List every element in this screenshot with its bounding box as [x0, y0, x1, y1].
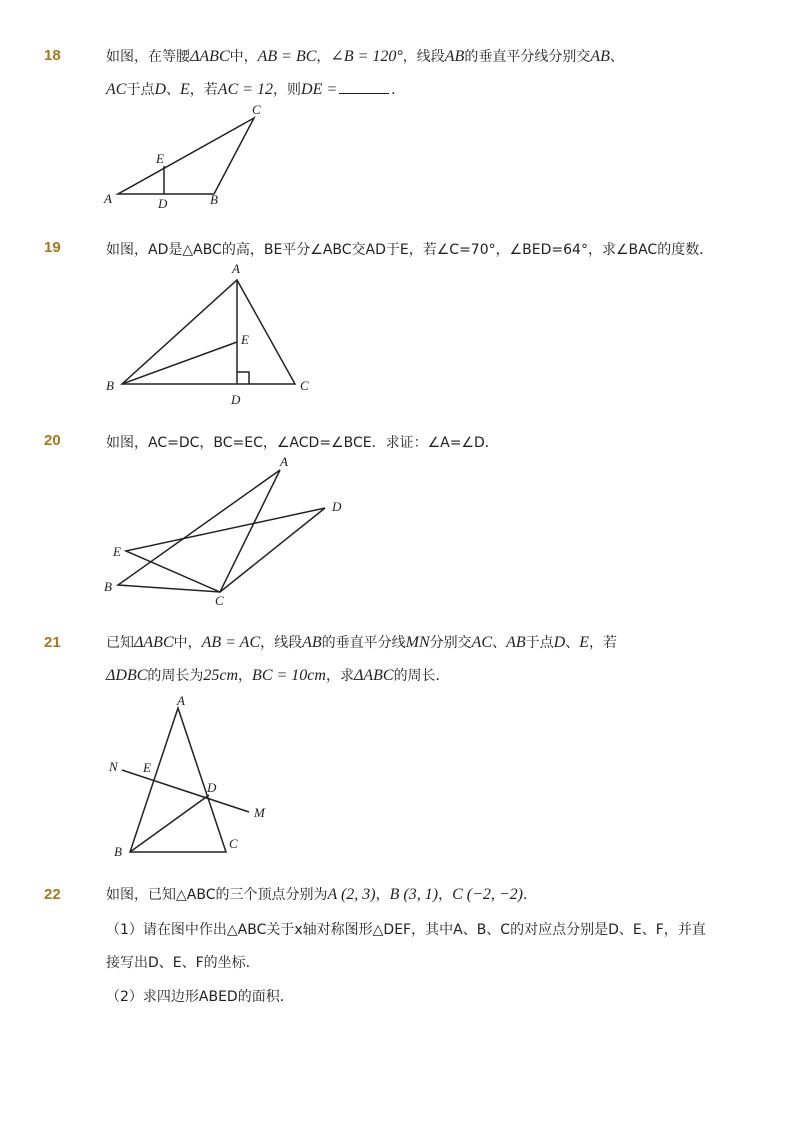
q19-label-d: D [231, 392, 241, 407]
q21-label-e: E [143, 760, 151, 775]
q20-label-d: D [332, 499, 342, 514]
q21-line-mn [122, 770, 249, 812]
q22-part-2: （2）求四边形ABED的面积． [106, 989, 294, 1005]
q22-part-1-line-2: 接写出D、E、F的坐标． [106, 955, 260, 971]
q21-label-d: D [207, 780, 217, 795]
q20-text: 如图，AC=DC，BC=EC，∠ACD=∠BCE．求证：∠A=∠D． [106, 435, 499, 451]
q21-label-a: A [177, 693, 185, 708]
q20-label-e: E [113, 544, 121, 559]
q18-label-d: D [158, 196, 168, 211]
q18-line-2: AC于点D、E，若AC = 12，则DE = ． [106, 81, 406, 98]
q21-label-c: C [229, 836, 238, 851]
question-number-19: 19 [44, 239, 61, 256]
question-number-22: 22 [44, 886, 61, 903]
question-number-21: 21 [44, 634, 61, 651]
q18-label-a: A [104, 191, 112, 206]
q22-line-1: 如图，已知△ABC的三个顶点分别为A (2, 3)，B (3, 1)，C (−2, −2)． [106, 886, 537, 903]
q18-label-c: C [252, 102, 261, 117]
q19-label-e: E [241, 332, 249, 347]
q18-label-e: E [156, 151, 164, 166]
q18-label-b: B [210, 192, 218, 207]
q20-label-b: B [104, 579, 112, 594]
question-number-20: 20 [44, 432, 61, 449]
q19-label-a: A [232, 261, 240, 276]
q21-line-1: 已知ΔABC中，AB = AC，线段AB的垂直平分线MN分别交AC、AB于点D、E，若 [106, 634, 617, 651]
q21-line-2: ΔDBC的周长为25cm，BC = 10cm，求ΔABC的周长． [106, 667, 450, 684]
q21-segment-bd [130, 795, 209, 852]
q21-label-m: M [254, 805, 265, 820]
q19-label-b: B [106, 378, 114, 393]
q22-part-1-line-1: （1）请在图中作出△ABC关于x轴对称图形△DEF，其中A、B、C的对应点分别是D、E、F，并直 [106, 922, 706, 938]
q19-text: 如图，AD是△ABC的高，BE平分∠ABC交AD于E，若∠C=70°，∠BED=64°，求∠BAC的度数． [106, 242, 714, 258]
q21-label-b: B [114, 844, 122, 859]
q20-label-c: C [215, 593, 224, 608]
question-number-18: 18 [44, 47, 61, 64]
q19-label-c: C [300, 378, 309, 393]
q21-label-n: N [109, 759, 118, 774]
q18-line-1: 如图，在等腰ΔABC中，AB = BC，∠B = 120°，线段AB的垂直平分线分别交AB、 [106, 48, 624, 65]
q20-label-a: A [280, 454, 288, 469]
